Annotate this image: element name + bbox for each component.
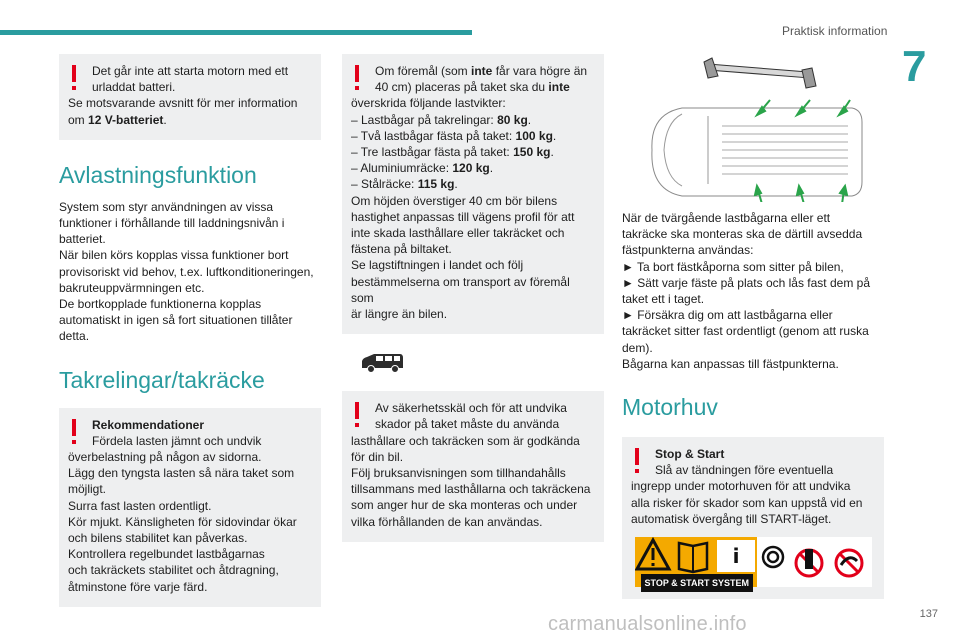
text-line: och takräckets stabilitet och åtdragning, (68, 563, 279, 578)
text-line: överbelastning på någon av sidorna. (68, 450, 262, 465)
stop-start-box (622, 437, 884, 599)
text-line: fästena på biltaket. (351, 242, 452, 257)
text-line: System som styr användningen av vissa (59, 199, 274, 214)
stop-start-label-image (635, 537, 872, 587)
column-1 (59, 54, 321, 607)
van-icon (360, 352, 604, 379)
text-line: Slå av tändningen före eventuella (655, 463, 834, 478)
text-line: urladdat batteri. (92, 80, 176, 95)
text-line: Se motsvarande avsnitt för mer information (68, 96, 298, 111)
box-title: Rekommendationer (92, 417, 205, 432)
text-line: Bågarna kan anpassas till fästpunkterna. (622, 356, 839, 371)
text-line: De bortkopplade funktionerna kopplas (59, 297, 262, 312)
text-line: dem). (622, 340, 653, 355)
warning-icon (632, 448, 642, 474)
text-line: Kontrollera regelbundet lastbågarnas (68, 547, 265, 562)
text-line: bestämmelserna om transport av föremål som (351, 274, 570, 305)
text-line: batteriet. (59, 232, 106, 247)
limit-item: – Två lastbågar fästa på taket: 100 kg. (351, 128, 557, 143)
text-line: När de tvärgående lastbågarna eller ett (622, 211, 831, 225)
text-line: Om föremål (som inte får vara högre än (375, 64, 588, 78)
text-line: Lägg den tyngsta lasten så nära taket som (68, 466, 295, 481)
text-line: Av säkerhetsskäl och för att undvika (375, 401, 567, 416)
box-title: Stop & Start (655, 447, 725, 462)
page-number: 137 (919, 608, 938, 620)
warning-icon (352, 65, 362, 91)
limit-item: – Tre lastbågar fästa på taket: 150 kg. (351, 145, 554, 160)
svg-text:i: i (732, 544, 739, 569)
text-line: Fördela lasten jämnt och undvik (92, 433, 262, 448)
text-line: möjligt. (68, 482, 107, 497)
heading-motorhuv: Motorhuv (622, 394, 718, 421)
text-line: detta. (59, 329, 90, 344)
text-line: överskrida följande lastvikter: (351, 96, 506, 111)
text-line: alla risker för skador som kan uppstå vid en (631, 495, 863, 510)
heading-avlastning: Avlastningsfunktion (59, 161, 257, 188)
text-line: lasthållare och takräcken som är godkända (351, 433, 580, 448)
text-line: provisoriskt vid behov, t.ex. luftkonditioneringen, (59, 264, 314, 279)
text-line: Se lagstiftningen i landet och följ (351, 258, 524, 273)
watermark: carmanualsonline.info (548, 613, 747, 635)
step-item: ► Försäkra dig om att lastbågarna eller (622, 308, 833, 323)
load-limits-box (342, 54, 604, 334)
stop-start-label: STOP & START SYSTEM (641, 574, 754, 592)
text-line: takräcket sitter fast ordentligt (genom att ruska (622, 324, 869, 339)
avlastning-text (59, 199, 321, 345)
chapter-number: 7 (902, 42, 927, 91)
text-line: Om höjden överstiger 40 cm bör bilens (351, 193, 558, 208)
mounting-instructions (622, 210, 884, 372)
section-title: Praktisk information (782, 24, 888, 38)
text-line: När bilen körs kopplas vissa funktioner bort (59, 248, 289, 263)
text-line: Kör mjukt. Känsligheten för sidovindar ökar (68, 514, 297, 529)
column-3 (622, 52, 884, 599)
limit-item: – Lastbågar på takrelingar: 80 kg. (351, 112, 532, 127)
text-line: inte skada lasthållare eller takräcket och (351, 226, 565, 241)
text-line: takräcke ska monteras ska de därtill avsedda (622, 227, 863, 242)
recommendations-box (59, 408, 321, 607)
text-line: 40 cm) placeras på taket ska du inte (375, 80, 570, 95)
step-item: ► Ta bort fästkåporna som sitter på bilen, (622, 259, 844, 274)
safety-warning-box (342, 391, 604, 542)
text-line: bakruteuppvärmningen etc. (59, 280, 205, 295)
text-line: fästpunkterna användas: (622, 243, 754, 258)
roof-bars-illustration (622, 52, 884, 202)
header-accent-bar (0, 30, 472, 35)
step-item: ► Sätt varje fäste på plats och lås fast dem på (622, 275, 871, 290)
text-line: för din bil. (351, 449, 404, 464)
text-line: tillsammans med lasthållarna och takräckena (351, 482, 591, 497)
text-line: och bilens stabilitet kan påverkas. (68, 531, 248, 546)
limit-item: – Stålräcke: 115 kg. (351, 177, 458, 192)
text-line: skador på taket måste du använda (375, 417, 560, 432)
text-line: taket ett i taget. (622, 292, 705, 307)
text-line: åtminstone före varje färd. (68, 579, 208, 594)
text-line: hastighet anpassas till vägens profil för att (351, 209, 575, 224)
text-line: Surra fast lasten ordentligt. (68, 498, 212, 513)
text-line: som anger hur de ska monteras och under (351, 498, 578, 513)
heading-takrelingar: Takrelingar/takräcke (59, 366, 265, 393)
text-line: automatisk övergång till START-läget. (631, 511, 832, 526)
battery-warning-box (59, 54, 321, 140)
column-2 (342, 54, 604, 542)
text-line: vilka förhållanden de kan användas. (351, 514, 543, 529)
text-line: är längre än bilen. (351, 307, 448, 322)
text-line: funktioner i förhållande till laddningsnivån i (59, 216, 285, 231)
warning-icon (69, 419, 79, 445)
warning-icon (69, 65, 79, 91)
text-line: om 12 V-batteriet. (68, 112, 167, 127)
warning-icon (352, 402, 362, 428)
text-line: automatiskt in igen så fort situationen tillåter (59, 313, 293, 328)
text-line: Det går inte att starta motorn med ett (92, 64, 289, 78)
text-line: Följ bruksanvisningen som tillhandahålls (351, 466, 566, 481)
text-line: ingrepp under motorhuven för att undvika (631, 479, 851, 494)
limit-item: – Aluminiumräcke: 120 kg. (351, 161, 494, 176)
